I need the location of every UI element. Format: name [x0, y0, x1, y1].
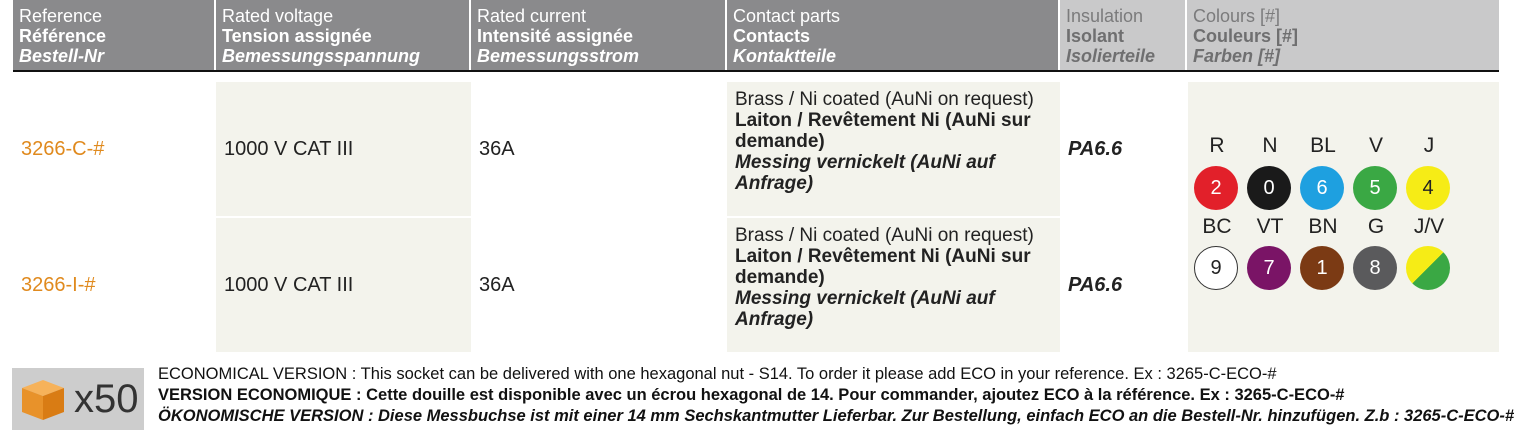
- header-label-de: Bemessungsspannung: [222, 46, 421, 66]
- note-fr: VERSION ECONOMIQUE : Cette douille est disponible avec un écrou hexagonal de 14. Pour commander, ajoutez ECO à la référence. Ex : 3265-C-ECO-#: [158, 386, 1345, 404]
- colour-swatch-yellow: 4: [1406, 166, 1450, 210]
- row-reference: 3266-C-#: [13, 82, 216, 216]
- header-label-de: Farben [#]: [1193, 46, 1281, 66]
- header-label-fr: Couleurs [#]: [1193, 26, 1299, 46]
- colour-swatch-white: 9: [1194, 246, 1238, 290]
- header-label-fr: Contacts: [733, 26, 811, 46]
- colour-code-label: VT: [1256, 215, 1284, 238]
- colour-code-label: V: [1368, 134, 1383, 157]
- colour-swatch-yellow-green: [1406, 246, 1450, 290]
- colour-code-label: BL: [1310, 134, 1336, 157]
- row-contact-parts: [727, 218, 1060, 352]
- contact-de: Messing vernickelt (AuNi auf Anfrage): [735, 152, 995, 194]
- header-label-fr: Isolant: [1066, 26, 1125, 46]
- contact-en: Brass / Ni coated (AuNi on request): [735, 89, 1034, 110]
- row-current: 36A: [471, 218, 727, 352]
- colour-code-label: J/V: [1413, 215, 1445, 238]
- colour-swatch-brown: 1: [1300, 246, 1344, 290]
- header-contact-parts: [727, 0, 1060, 70]
- header-label-fr: Référence: [19, 26, 107, 46]
- contact-fr: Laiton / Revêtement Ni (AuNi sur demande): [735, 110, 1031, 152]
- row-current: 36A: [471, 82, 727, 216]
- row-voltage: 1000 V CAT III: [216, 218, 471, 352]
- header-label-en: Rated current: [477, 6, 587, 26]
- row-voltage: 1000 V CAT III: [216, 82, 471, 216]
- header-label-de: Kontaktteile: [733, 46, 837, 66]
- header-rated-voltage: [216, 0, 471, 70]
- colour-code-label: N: [1262, 134, 1278, 157]
- header-label-en: Contact parts: [733, 6, 841, 26]
- header-label-en: Colours [#]: [1193, 6, 1281, 26]
- note-en: ECONOMICAL VERSION : This socket can be delivered with one hexagonal nut - S14. To order it please add ECO in your reference. Ex : 3265-C-ECO-#: [158, 365, 1277, 383]
- header-colours: [1187, 0, 1499, 70]
- colour-code-label: BC: [1202, 215, 1232, 238]
- colour-swatches: [1188, 82, 1499, 352]
- colour-code-label: J: [1423, 134, 1435, 157]
- colour-swatch-blue: 6: [1300, 166, 1344, 210]
- colour-code-label: R: [1209, 134, 1225, 157]
- colour-swatch-black: 0: [1247, 166, 1291, 210]
- header-label-de: Bemessungsstrom: [477, 46, 640, 66]
- economical-version-note: [158, 364, 1514, 427]
- package-quantity: x50: [74, 377, 139, 421]
- header-label-en: Reference: [19, 6, 103, 26]
- note-de: ÖKONOMISCHE VERSION : Diese Messbuchse ist mit einer 14 mm Sechskantmutter Lieferbar. Zur Bestellung, einfach ECO an die Bestell-Nr. hinzufügen. Z.b : 3265-C-ECO-#: [158, 407, 1514, 425]
- colour-swatch-violet: 7: [1247, 246, 1291, 290]
- table-header: [13, 0, 1499, 72]
- row-insulation: PA6.6: [1060, 82, 1187, 216]
- contact-de: Messing vernickelt (AuNi auf Anfrage): [735, 288, 995, 330]
- colour-swatch-red: 2: [1194, 166, 1238, 210]
- colour-code-label: G: [1367, 215, 1385, 238]
- header-reference: [13, 0, 216, 70]
- header-label-fr: Tension assignée: [222, 26, 372, 46]
- row-insulation: PA6.6: [1060, 218, 1187, 352]
- colour-swatch-green: 5: [1353, 166, 1397, 210]
- row-contact-parts: [727, 82, 1060, 216]
- contact-en: Brass / Ni coated (AuNi on request): [735, 225, 1034, 246]
- row-divider: [13, 216, 1188, 218]
- header-label-fr: Intensité assignée: [477, 26, 634, 46]
- header-label-en: Insulation: [1066, 6, 1144, 26]
- row-reference: 3266-I-#: [13, 218, 216, 352]
- header-rated-current: [471, 0, 727, 70]
- header-label-de: Isolierteile: [1066, 46, 1156, 66]
- colour-swatch-grey: 8: [1353, 246, 1397, 290]
- box-icon: [18, 376, 68, 424]
- contact-fr: Laiton / Revêtement Ni (AuNi sur demande): [735, 246, 1031, 288]
- header-insulation: [1060, 0, 1187, 70]
- header-label-de: Bestell-Nr: [19, 46, 105, 66]
- header-label-en: Rated voltage: [222, 6, 334, 26]
- packaging-badge: [12, 368, 144, 430]
- colour-code-label: BN: [1308, 215, 1338, 238]
